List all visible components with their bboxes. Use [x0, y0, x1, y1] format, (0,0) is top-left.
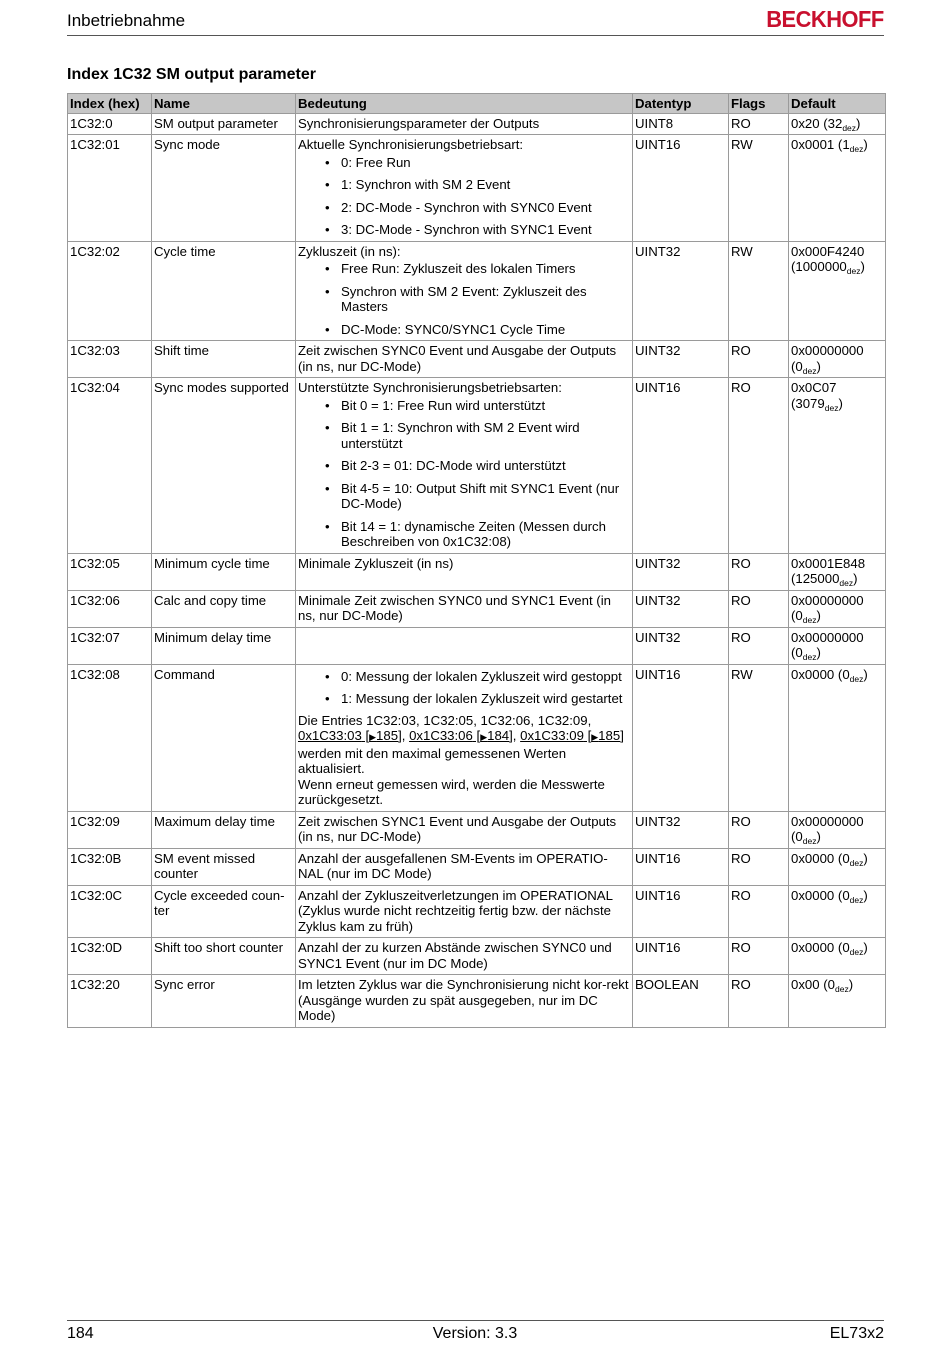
bullet-item: • 3: DC-Mode - Synchron with SYNC1 Event [341, 222, 630, 238]
parameter-table [67, 93, 886, 1028]
col-header-default: Default [789, 94, 886, 114]
cell-default [789, 590, 886, 627]
default-unit: dez [849, 857, 864, 868]
note-text-start: Die Entries 1C32:03, 1C32:05, 1C32:06, 1C32:09, [298, 712, 592, 728]
default-close: ) [863, 666, 868, 682]
cell-name: SM output parameter [152, 113, 296, 135]
cell-flags: RO [729, 113, 789, 135]
page-number: 184 [67, 1325, 94, 1342]
cell-meaning [296, 135, 633, 242]
meaning-text: Zeit zwischen SYNC0 Event und Ausgabe der Outputs (in ns, nur DC-Mode) [298, 343, 617, 374]
cross-reference-link[interactable]: 0x1C33:06 [▶184] [409, 728, 513, 743]
table-row [68, 848, 886, 885]
default-close: ) [863, 850, 868, 866]
cell-flags: RO [729, 627, 789, 664]
bullet-item: • 0: Messung der lokalen Zykluszeit wird gestoppt [341, 669, 630, 685]
meaning-text: Anzahl der ausgefallenen SM-Events im OPERATIO-NAL (nur im DC Mode) [298, 850, 608, 881]
meaning-text: Minimale Zeit zwischen SYNC0 und SYNC1 Event (in ns, nur DC-Mode) [298, 592, 611, 623]
default-close: ) [816, 608, 821, 623]
default-value: 0x0001E848 (125000 [791, 555, 866, 586]
cell-index: 1C32:07 [68, 627, 152, 664]
cell-name: Shift too short counter [152, 938, 296, 975]
section-title: Index 1C32 SM output parameter [67, 66, 316, 83]
bullet-item: • Synchron with SM 2 Event: Zykluszeit des Masters [341, 284, 630, 315]
document-version: Version: 3.3 [432, 1325, 518, 1342]
default-unit: dez [802, 836, 817, 846]
cell-default [789, 811, 886, 848]
bullet-list [298, 155, 630, 238]
bullet-item: • Bit 14 = 1: dynamische Zeiten (Messen durch Beschreiben von 0x1C32:08) [341, 519, 630, 550]
note-text-end: werden mit den maximal gemessenen Werten aktualisiert. [298, 745, 567, 776]
cell-default [789, 378, 886, 554]
cell-meaning [296, 848, 633, 885]
cell-default [789, 627, 886, 664]
default-value: 0x00 (0 [791, 977, 835, 992]
cell-meaning [296, 811, 633, 848]
cell-index: 1C32:0 [68, 113, 152, 135]
link-label: 0x1C33:06 [409, 728, 473, 743]
cell-name: Shift time [152, 341, 296, 378]
cell-name: Sync error [152, 975, 296, 1028]
meaning-text: Synchronisierungsparameter der Outputs [298, 115, 540, 131]
meaning-text: Zeit zwischen SYNC1 Event und Ausgabe der Outputs (in ns, nur DC-Mode) [298, 813, 617, 844]
bullet-list [298, 261, 630, 337]
cell-flags: RO [729, 848, 789, 885]
table-header-row [68, 94, 886, 114]
default-close: ) [863, 940, 868, 955]
cell-flags: RO [729, 590, 789, 627]
cell-name: Calc and copy time [152, 590, 296, 627]
default-close: ) [816, 645, 821, 660]
cell-default [789, 885, 886, 938]
meaning-text: Im letzten Zyklus war die Synchronisierung nicht kor-rekt (Ausgänge wurden zu spät ausgegeben, nur im DC Mode) [298, 977, 629, 1023]
cross-reference-link[interactable]: 0x1C33:03 [▶185] [298, 728, 402, 743]
cell-meaning [296, 627, 633, 664]
header-title: Inbetriebnahme [67, 11, 186, 30]
default-close: ) [816, 358, 821, 374]
cell-type: UINT32 [633, 627, 729, 664]
cell-index: 1C32:02 [68, 241, 152, 341]
cell-name: SM event missed counter [152, 848, 296, 885]
cell-flags: RO [729, 885, 789, 938]
table-row [68, 113, 886, 135]
cell-default [789, 113, 886, 135]
bullet-item: • Bit 4-5 = 10: Output Shift mit SYNC1 Event (nur DC-Mode) [341, 481, 630, 512]
cell-type: UINT32 [633, 241, 729, 341]
default-value: 0x000F4240 (1000000 [791, 243, 865, 274]
cell-name: Command [152, 664, 296, 811]
default-value: 0x0001 (1 [791, 137, 850, 152]
cell-meaning [296, 341, 633, 378]
default-value: 0x0000 (0 [791, 887, 850, 903]
col-header-meaning: Bedeutung [296, 94, 633, 114]
cell-default [789, 848, 886, 885]
default-close: ) [860, 259, 865, 274]
cell-default [789, 135, 886, 242]
cell-name: Cycle exceeded coun-ter [152, 885, 296, 938]
default-unit: dez [849, 894, 864, 905]
default-unit: dez [842, 122, 857, 133]
table-row [68, 553, 886, 590]
default-unit: dez [824, 402, 839, 413]
cell-default [789, 341, 886, 378]
cell-default [789, 553, 886, 590]
cell-name: Maximum delay time [152, 811, 296, 848]
bullet-item: • 2: DC-Mode - Synchron with SYNC0 Event [341, 200, 630, 216]
bullet-item: • Bit 2-3 = 01: DC-Mode wird unterstützt [341, 458, 630, 474]
default-value: 0x00000000 (0 [791, 629, 864, 660]
cell-default [789, 241, 886, 341]
cell-type: UINT32 [633, 811, 729, 848]
cell-flags: RO [729, 938, 789, 975]
cell-index: 1C32:03 [68, 341, 152, 378]
cell-index: 1C32:04 [68, 378, 152, 554]
table-row [68, 885, 886, 938]
cell-flags: RO [729, 341, 789, 378]
default-close: ) [856, 115, 861, 131]
cell-meaning [296, 590, 633, 627]
cell-name: Minimum delay time [152, 627, 296, 664]
cell-index: 1C32:01 [68, 135, 152, 242]
default-value: 0x0000 (0 [791, 850, 850, 866]
arrow-right-icon: ▶ [369, 732, 377, 742]
cell-meaning [296, 553, 633, 590]
table-row [68, 627, 886, 664]
col-header-flags: Flags [729, 94, 789, 114]
cell-flags: RW [729, 241, 789, 341]
default-value: 0x00000000 (0 [791, 592, 864, 623]
beckhoff-logo: BECKHOFF [766, 6, 884, 32]
cell-flags: RO [729, 553, 789, 590]
cell-name: Sync modes supported [152, 378, 296, 554]
cell-meaning [296, 113, 633, 135]
cell-type: UINT16 [633, 135, 729, 242]
footer-divider [67, 1320, 884, 1321]
cross-reference-link[interactable]: 0x1C33:09 [▶185] [520, 728, 624, 743]
bullet-item: • DC-Mode: SYNC0/SYNC1 Cycle Time [341, 322, 630, 338]
command-note: Die Entries 1C32:03, 1C32:05, 1C32:06, 1C32:09, 0x1C33:03 [▶185], 0x1C33:06 [▶184], 0x1C33:09 [▶185] werden mit den maximal gemessenen Werten aktualisiert. Wenn erneut gemessen wird, werden die Messwerte zurückgesetzt. [298, 712, 624, 807]
meaning-text: Aktuelle Synchronisierungsbetriebsart: [298, 137, 524, 152]
cell-index: 1C32:0D [68, 938, 152, 975]
note-text-reset: Wenn erneut gemessen wird, werden die Messwerte zurückgesetzt. [298, 776, 605, 807]
default-value: 0x00000000 (0 [791, 343, 864, 374]
cell-index: 1C32:0C [68, 885, 152, 938]
link-label: 0x1C33:03 [298, 728, 362, 743]
bullet-item: • 1: Synchron with SM 2 Event [341, 177, 630, 193]
cell-index: 1C32:06 [68, 590, 152, 627]
col-header-index: Index (hex) [68, 94, 152, 114]
cell-type: UINT16 [633, 378, 729, 554]
table-row [68, 378, 886, 554]
cell-flags: RO [729, 378, 789, 554]
meaning-text: Anzahl der Zykluszeitverletzungen im OPERATIONAL (Zyklus wurde nicht rechtzeitig fertig bzw. der nächste Zyklus kam zu früh) [298, 887, 613, 934]
default-value: 0x0000 (0 [791, 940, 850, 955]
cell-type: UINT32 [633, 553, 729, 590]
default-close: ) [863, 887, 868, 903]
default-close: ) [863, 137, 868, 152]
page-ref: 185 [376, 728, 399, 743]
default-unit: dez [849, 673, 864, 684]
table-row [68, 811, 886, 848]
meaning-text: Minimale Zykluszeit (in ns) [298, 555, 454, 571]
meaning-text: Unterstützte Synchronisierungsbetriebsarten: [298, 380, 562, 395]
table-row [68, 664, 886, 811]
default-unit: dez [802, 615, 817, 625]
cell-name: Cycle time [152, 241, 296, 341]
cell-type: UINT32 [633, 341, 729, 378]
bullet-item: • Bit 1 = 1: Synchron with SM 2 Event wird unterstützt [341, 420, 630, 451]
default-unit: dez [849, 947, 864, 957]
cell-default [789, 664, 886, 811]
page-ref: 185 [598, 728, 621, 743]
cell-meaning [296, 938, 633, 975]
bullet-list [298, 669, 630, 707]
cell-index: 1C32:09 [68, 811, 152, 848]
default-unit: dez [839, 578, 854, 588]
cell-name: Sync mode [152, 135, 296, 242]
cell-type: UINT16 [633, 664, 729, 811]
cell-name: Minimum cycle time [152, 553, 296, 590]
default-value: 0x0000 (0 [791, 666, 850, 682]
default-unit: dez [849, 144, 864, 154]
table-row [68, 135, 886, 242]
cell-flags: RW [729, 664, 789, 811]
default-close: ) [848, 977, 854, 992]
default-close: ) [853, 571, 858, 586]
bullet-list [298, 398, 630, 550]
cell-flags: RW [729, 135, 789, 242]
cell-index: 1C32:08 [68, 664, 152, 811]
bullet-item: • Bit 0 = 1: Free Run wird unterstützt [341, 398, 630, 414]
col-header-type: Datentyp [633, 94, 729, 114]
table-row [68, 975, 886, 1028]
cell-meaning [296, 378, 633, 554]
cell-type: UINT16 [633, 938, 729, 975]
default-value: 0x0C07 (3079 [791, 380, 837, 411]
cell-meaning [296, 885, 633, 938]
cell-default [789, 938, 886, 975]
table-row [68, 590, 886, 627]
cell-index: 1C32:0B [68, 848, 152, 885]
default-unit: dez [846, 266, 861, 276]
default-unit: dez [802, 652, 817, 662]
cell-type: UINT32 [633, 590, 729, 627]
meaning-text: Zykluszeit (in ns): [298, 243, 401, 259]
product-name: EL73x2 [829, 1325, 884, 1342]
bullet-item: • Free Run: Zykluszeit des lokalen Timers [341, 261, 630, 277]
arrow-right-icon: ▶ [480, 732, 488, 742]
default-close: ) [838, 395, 843, 411]
cell-index: 1C32:05 [68, 553, 152, 590]
cell-meaning [296, 975, 633, 1028]
default-unit: dez [835, 984, 849, 994]
cell-meaning [296, 664, 633, 811]
meaning-text: Anzahl der zu kurzen Abstände zwischen SYNC0 und SYNC1 Event (nur im DC Mode) [298, 940, 612, 971]
default-value: 0x20 (32 [791, 115, 843, 131]
cell-flags: RO [729, 975, 789, 1028]
cell-type: BOOLEAN [633, 975, 729, 1028]
cell-type: UINT8 [633, 113, 729, 135]
default-close: ) [816, 829, 821, 844]
bullet-item: • 1: Messung der lokalen Zykluszeit wird gestartet [341, 691, 630, 707]
table-row [68, 341, 886, 378]
default-value: 0x00000000 (0 [791, 813, 864, 844]
table-row [68, 241, 886, 341]
col-header-name: Name [152, 94, 296, 114]
cell-default [789, 975, 886, 1028]
page-ref: 184 [487, 728, 510, 743]
cell-type: UINT16 [633, 885, 729, 938]
arrow-right-icon: ▶ [591, 732, 599, 742]
cell-meaning [296, 241, 633, 341]
cell-flags: RO [729, 811, 789, 848]
cell-type: UINT16 [633, 848, 729, 885]
table-row [68, 938, 886, 975]
header-divider [67, 35, 884, 36]
cell-index: 1C32:20 [68, 975, 152, 1028]
default-unit: dez [802, 365, 817, 376]
bullet-item: • 0: Free Run [341, 155, 630, 171]
link-label: 0x1C33:09 [520, 728, 584, 743]
